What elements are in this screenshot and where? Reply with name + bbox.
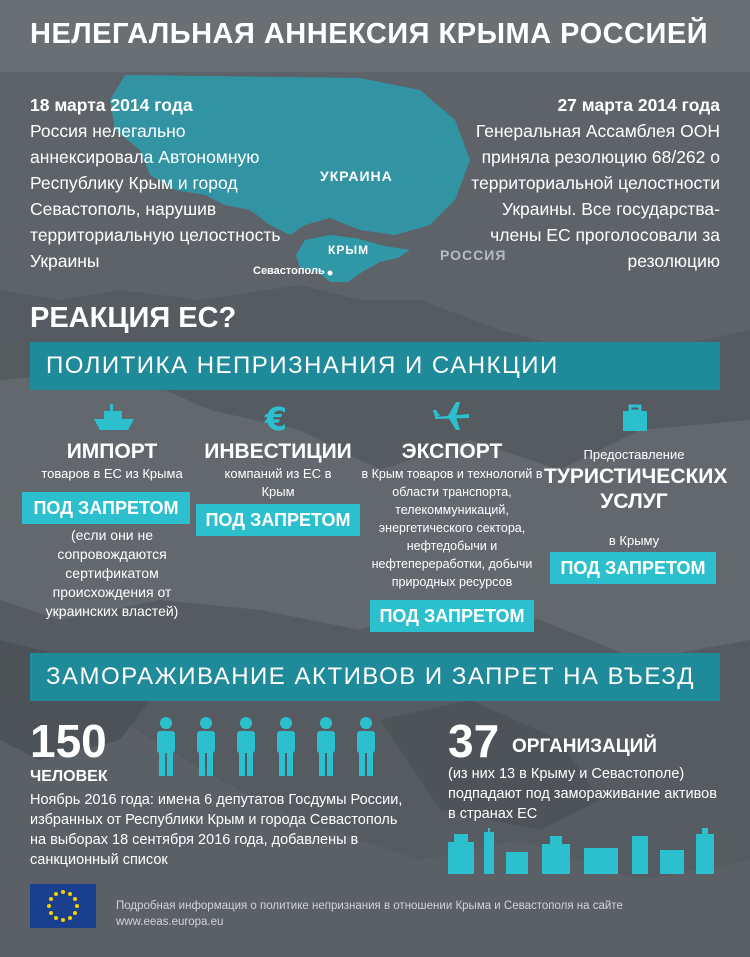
title-bar	[0, 0, 750, 72]
tourism-ban-badge: ПОД ЗАПРЕТОМ	[550, 552, 716, 584]
export-subtitle: в Крым товаров и технологий в области транспорта, телекоммуникаций, энергетического сектора, нефтедобычи и нефтепереработки, добычи природных ресурсов	[361, 467, 543, 589]
organizations-count: 37	[448, 715, 500, 767]
annexation-block	[30, 92, 300, 274]
policy-band-label: ПОЛИТИКА НЕПРИЗНАНИЯ И САНКЦИИ	[46, 352, 559, 379]
import-subtitle: товаров в ЕС из Крыма	[41, 466, 183, 481]
page-title: НЕЛЕГАЛЬНАЯ АННЕКСИЯ КРЫМА РОССИЕЙ	[30, 18, 709, 50]
annexation-date: 18 марта 2014 года	[30, 95, 193, 115]
persons-label: ЧЕЛОВЕК	[30, 768, 108, 785]
import-note: (если они не сопровождаются сертификатом происхождения от украинских властей)	[45, 527, 179, 619]
annexation-text: Россия нелегально аннексировала Автономную Республику Крым и город Севастополь, нарушив территориальную целостность Украины	[30, 121, 281, 271]
ship-icon	[92, 402, 136, 434]
footer-text	[116, 898, 623, 930]
tourism-pre: Предоставление	[583, 447, 685, 462]
investment-title: ИНВЕСТИЦИИ	[204, 440, 352, 463]
investment-ban-badge: ПОД ЗАПРЕТОМ	[196, 504, 360, 536]
footer-line1: Подробная информация о политике непризнания в отношении Крыма и Севастополя на сайте	[116, 900, 623, 912]
svg-text:€: €	[264, 400, 288, 436]
import-ban-badge: ПОД ЗАПРЕТОМ	[22, 492, 190, 524]
un-resolution-text: Генеральная Ассамблея ООН приняла резолюцию 68/262 о территориальной целостности Украины. Все государства-члены ЕС проголосовали за резолюцию	[471, 121, 720, 271]
reaction-heading: РЕАКЦИЯ ЕС?	[30, 302, 237, 334]
persons-text: Ноябрь 2016 года: имена 6 депутатов Госдумы России, избранных от Республики Крым и города Севастополь на выборах 18 сентября 2016 года, добавлены в санкционный список	[30, 792, 403, 868]
persons-count: 150	[30, 715, 107, 767]
freeze-band	[30, 653, 720, 701]
policy-band	[30, 342, 720, 390]
map-label-crimea: КРЫМ	[328, 243, 370, 257]
person-icon	[148, 716, 378, 778]
map-label-ukraine: УКРАИНА	[320, 168, 393, 184]
footer-link[interactable]: www.eeas.europa.eu	[116, 916, 224, 928]
tourism-title: ТУРИСТИЧЕСКИХ УСЛУГ	[544, 465, 728, 513]
import-title: ИМПОРТ	[66, 440, 158, 463]
organizations-text: (из них 13 в Крыму и Севастополе) подпадают под замораживание активов в странах ЕС	[448, 766, 717, 822]
airplane-icon	[432, 400, 472, 432]
un-resolution-block	[470, 92, 720, 274]
un-resolution-date: 27 марта 2014 года	[557, 95, 720, 115]
export-title: ЭКСПОРТ	[401, 440, 503, 463]
freeze-band-label: ЗАМОРАЖИВАНИЕ АКТИВОВ И ЗАПРЕТ НА ВЪЕЗД	[46, 663, 696, 690]
suitcase-icon	[620, 404, 650, 434]
eu-flag-icon	[30, 884, 96, 928]
export-ban-badge: ПОД ЗАПРЕТОМ	[370, 600, 534, 632]
euro-icon	[258, 400, 294, 436]
map-label-russia: РОССИЯ	[440, 247, 507, 263]
building-icon	[446, 828, 726, 874]
investment-subtitle: компаний из ЕС в Крым	[224, 466, 332, 499]
organizations-label: ОРГАНИЗАЦИЙ	[512, 736, 657, 757]
map-label-sevastopol: Севастополь	[253, 265, 325, 277]
tourism-subtitle: в Крыму	[608, 533, 660, 548]
